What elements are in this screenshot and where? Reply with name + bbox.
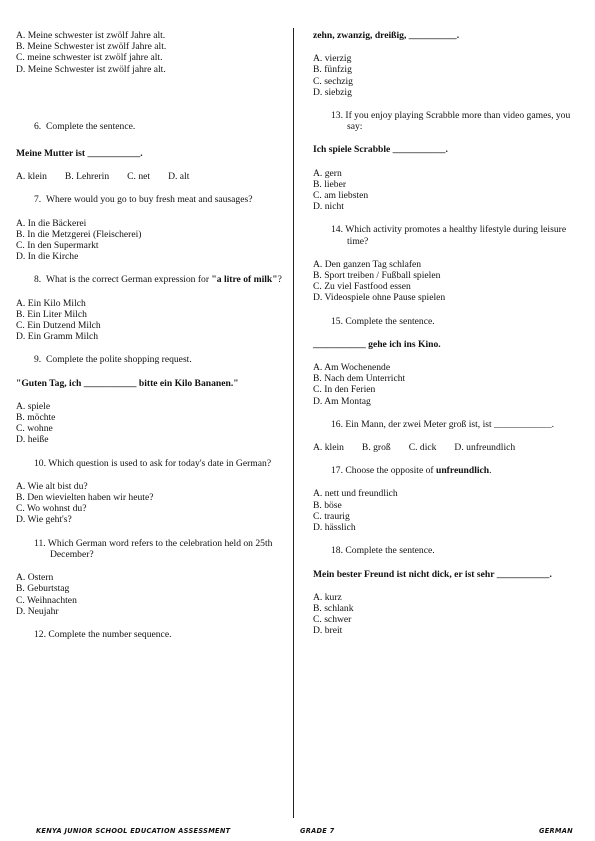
- question-8: 8. What is the correct German expression for "a litre of milk"?: [34, 274, 282, 286]
- option: C. wohne: [16, 423, 53, 435]
- option: B. groß: [361, 442, 391, 454]
- option: D. heiße: [16, 434, 49, 446]
- option: C. am liebsten: [313, 190, 369, 202]
- footer-grade: GRADE 7: [300, 827, 335, 835]
- question-12: 12. Complete the number sequence.: [34, 628, 172, 640]
- option: C. Zu viel Fastfood essen: [313, 281, 411, 293]
- option: D. Am Montag: [313, 395, 371, 407]
- option: B. Den wievielten haben wir heute?: [16, 492, 154, 504]
- question-6-options: [16, 171, 284, 182]
- question-6: 6. Complete the sentence.: [34, 120, 136, 132]
- question-6-prompt: Meine Mutter ist ___________.: [16, 148, 143, 160]
- question-16: 16. Ein Mann, der zwei Meter groß ist, ist ____________.: [331, 418, 555, 430]
- option: C. net: [127, 171, 151, 183]
- question-16-options: [313, 442, 583, 453]
- option: B. lieber: [313, 178, 347, 190]
- option: A. In die Bäckerei: [16, 217, 87, 229]
- column-divider: [293, 28, 294, 818]
- question-18: 18. Complete the sentence.: [331, 545, 435, 557]
- option: A. Meine schwester ist zwölf Jahre alt.: [16, 30, 166, 41]
- option: B. Lehrerin: [64, 171, 110, 183]
- left-column: [16, 30, 284, 640]
- option: A. klein: [16, 171, 47, 183]
- question-14: 14. Which activity promotes a healthy lifestyle during leisure time?: [331, 224, 567, 247]
- option: C. In den Supermarkt: [16, 240, 99, 252]
- option: D. breit: [313, 625, 343, 637]
- question-17: 17. Choose the opposite of unfreundlich.: [331, 465, 492, 477]
- option: C. traurig: [313, 510, 350, 522]
- question-7: 7. Where would you go to buy fresh meat and sausages?: [34, 194, 253, 206]
- option: D. Ein Gramm Milch: [16, 331, 99, 343]
- option: B. Meine Schwester ist zwölf Jahre alt.: [16, 41, 167, 53]
- option: D. alt: [168, 171, 190, 183]
- question-11: 11. Which German word refers to the celebration held on 25th December?: [34, 537, 273, 560]
- footer-subject: GERMAN: [539, 827, 573, 835]
- question-13-prompt: Ich spiele Scrabble ___________.: [313, 144, 448, 156]
- option: A. Wie alt bist du?: [16, 480, 88, 492]
- option: D. siebzig: [313, 86, 352, 98]
- option: C. In den Ferien: [313, 384, 376, 396]
- question-9-prompt: "Guten Tag, ich ___________ bitte ein Kilo Bananen.": [16, 377, 239, 389]
- option: A. gern: [313, 167, 342, 179]
- option: A. Ostern: [16, 572, 54, 584]
- option: A. Den ganzen Tag schlafen: [313, 258, 422, 270]
- option: D. Neujahr: [16, 605, 59, 617]
- question-10: 10. Which question is used to ask for today's date in German?: [34, 457, 272, 469]
- option: A. kurz: [313, 591, 342, 603]
- option: D. Videospiele ohne Pause spielen: [313, 292, 446, 304]
- option: B. In die Metzgerei (Fleischerei): [16, 228, 142, 240]
- question-15-prompt: ___________ gehe ich ins Kino.: [313, 338, 441, 350]
- option: B. fünfzig: [313, 64, 352, 76]
- question-15: 15. Complete the sentence.: [331, 315, 435, 327]
- option: A. Am Wochenende: [313, 362, 391, 374]
- option: B. Ein Liter Milch: [16, 308, 87, 320]
- right-column: [313, 30, 583, 637]
- question-18-prompt: Mein bester Freund ist nicht dick, er ist sehr ___________.: [313, 568, 552, 580]
- option: C. Weihnachten: [16, 594, 77, 606]
- option: D. unfreundlich: [454, 442, 516, 454]
- option: A. klein: [313, 442, 344, 454]
- option: A. nett und freundlich: [313, 488, 398, 500]
- option: D. Meine Schwester ist zwölf jahre alt.: [16, 63, 166, 75]
- option: C. meine schwester ist zwölf jahre alt.: [16, 52, 163, 64]
- option: D. In die Kirche: [16, 251, 79, 263]
- option: A. Ein Kilo Milch: [16, 297, 86, 309]
- option: B. möchte: [16, 412, 56, 424]
- option: B. Geburtstag: [16, 583, 70, 595]
- option: B. schlank: [313, 602, 354, 614]
- option: B. böse: [313, 499, 342, 511]
- option: C. dick: [408, 442, 437, 454]
- option: C. sechzig: [313, 75, 353, 87]
- option: D. hässlich: [313, 522, 356, 534]
- option: D. nicht: [313, 201, 344, 213]
- option: B. Sport treiben / Fußball spielen: [313, 270, 441, 282]
- option: C. Wo wohnst du?: [16, 503, 87, 515]
- option: B. Nach dem Unterricht: [313, 373, 406, 385]
- option: C. Ein Dutzend Milch: [16, 320, 101, 332]
- question-9: 9. Complete the polite shopping request.: [34, 354, 192, 366]
- option: A. vierzig: [313, 53, 352, 65]
- option: A. spiele: [16, 400, 51, 412]
- footer-exam-title: KENYA JUNIOR SCHOOL EDUCATION ASSESSMENT: [36, 827, 231, 835]
- option: C. schwer: [313, 614, 352, 626]
- question-12-prompt: zehn, zwanzig, dreißig, __________.: [313, 30, 460, 41]
- question-13: 13. If you enjoy playing Scrabble more than video games, you say:: [331, 110, 571, 133]
- option: D. Wie geht's?: [16, 514, 72, 526]
